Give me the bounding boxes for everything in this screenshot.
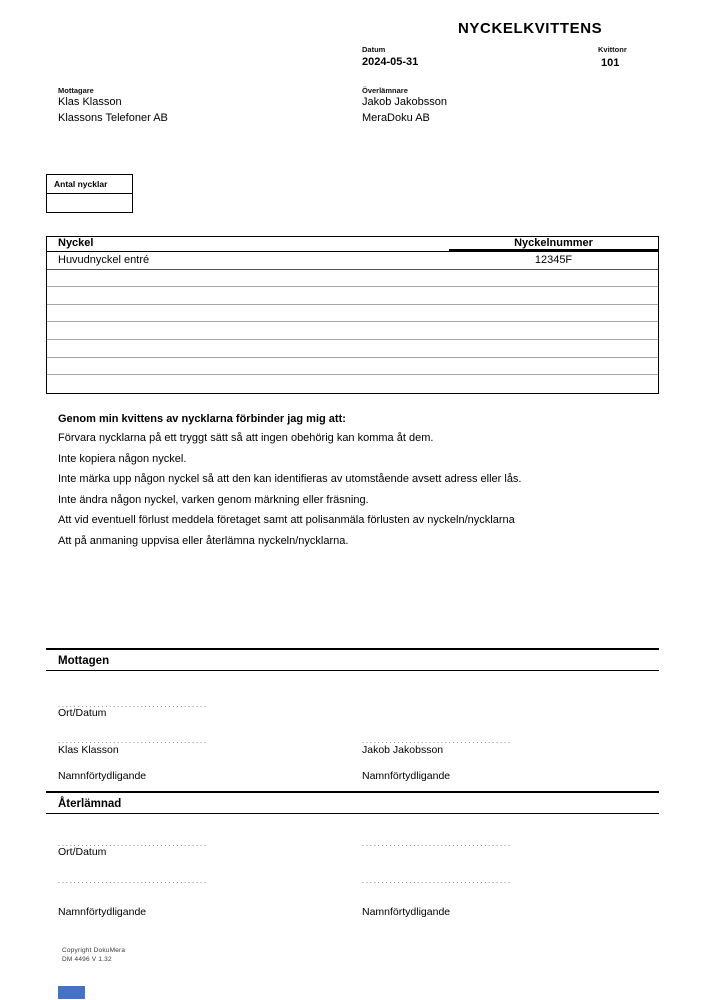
table-row bbox=[47, 358, 658, 376]
cell-nyckel bbox=[47, 270, 449, 287]
returned-right-caption: Namnförtydligande bbox=[362, 906, 451, 918]
antal-nycklar-box bbox=[46, 174, 133, 213]
datum-value: 2024-05-31 bbox=[362, 56, 419, 68]
returned-left-caption: Namnförtydligande bbox=[58, 906, 147, 918]
table-row bbox=[47, 252, 658, 270]
received-right-caption: Namnförtydligande bbox=[362, 770, 451, 782]
datum-label: Datum bbox=[362, 45, 386, 54]
returned-left-signature-line-2 bbox=[58, 872, 214, 890]
mottagare-label: Mottagare bbox=[58, 86, 94, 95]
returned-right-signature-line-1 bbox=[362, 835, 518, 853]
received-section-heading: Mottagen bbox=[46, 648, 659, 671]
terms-heading: Genom min kvittens av nycklarna förbinder jag mig att: bbox=[58, 413, 346, 425]
cell-nyckelnummer bbox=[449, 358, 658, 375]
table-row bbox=[47, 340, 658, 358]
terms-item: Inte kopiera någon nyckel. bbox=[58, 452, 187, 465]
cell-nyckelnummer bbox=[449, 340, 658, 357]
dotted-line: ...................................... bbox=[362, 878, 512, 885]
terms-block bbox=[58, 413, 658, 555]
cell-nyckel bbox=[47, 305, 449, 322]
received-left-name: Klas Klasson bbox=[58, 744, 119, 756]
terms-item: Inte märka upp någon nyckel så att den kan identifieras av utomstående avsett adress eller lås. bbox=[58, 473, 522, 485]
returned-section-heading: Återlämnad bbox=[46, 791, 659, 814]
returned-ort-datum-label: Ort/Datum bbox=[58, 846, 107, 858]
overlamnare-label: Överlämnare bbox=[362, 86, 408, 95]
table-row bbox=[47, 287, 658, 305]
antal-nycklar-value bbox=[47, 194, 132, 212]
returned-right-signature-line-2 bbox=[362, 872, 518, 890]
dotted-line: ...................................... bbox=[362, 841, 512, 848]
dotted-line: ...................................... bbox=[362, 738, 512, 745]
footer-copyright: Copyright DokuMera bbox=[62, 947, 126, 954]
terms-item: Förvara nycklarna på ett tryggt sätt så att ingen obehörig kan komma åt dem. bbox=[58, 432, 434, 444]
received-right-name: Jakob Jakobsson bbox=[362, 744, 444, 756]
footer-version: DM 4496 V 1.32 bbox=[62, 956, 112, 963]
cell-nyckel: Huvudnyckel entré bbox=[58, 254, 150, 266]
dotted-line: ...................................... bbox=[58, 841, 208, 848]
table-row bbox=[47, 375, 658, 393]
key-table bbox=[46, 236, 659, 394]
kvittonr-value: 101 bbox=[601, 57, 620, 69]
overlamnare-company: MeraDoku AB bbox=[362, 112, 430, 124]
table-row bbox=[47, 305, 658, 323]
key-table-header-row bbox=[47, 237, 658, 252]
terms-item: Inte ändra någon nyckel, varken genom märkning eller fräsning. bbox=[58, 493, 369, 506]
mottagare-name: Klas Klasson bbox=[58, 96, 122, 108]
dotted-line: ...................................... bbox=[58, 702, 208, 709]
cell-nyckelnummer bbox=[449, 322, 658, 339]
key-table-header-nyckelnummer: Nyckelnummer bbox=[449, 237, 658, 252]
dotted-line: ...................................... bbox=[58, 738, 208, 745]
terms-item: Att på anmaning uppvisa eller återlämna nyckeln/nycklarna. bbox=[58, 534, 349, 547]
cell-nyckel bbox=[47, 375, 449, 393]
dotted-line: ...................................... bbox=[58, 878, 208, 885]
antal-nycklar-label: Antal nycklar bbox=[47, 175, 132, 194]
overlamnare-name: Jakob Jakobsson bbox=[362, 96, 447, 108]
cell-nyckel bbox=[47, 322, 449, 339]
table-row bbox=[47, 270, 658, 288]
cell-nyckelnummer: 12345F bbox=[534, 254, 573, 266]
cell-nyckelnummer bbox=[449, 270, 658, 287]
mottagare-company: Klassons Telefoner AB bbox=[58, 112, 168, 124]
received-ort-datum-label: Ort/Datum bbox=[58, 707, 107, 719]
terms-item: Att vid eventuell förlust meddela företaget samt att polisanmäla förlusten av nyckeln/nycklarna bbox=[58, 514, 515, 526]
cell-nyckel bbox=[47, 358, 449, 375]
key-table-header-nyckel: Nyckel bbox=[47, 237, 449, 252]
table-row bbox=[47, 322, 658, 340]
cell-nyckel bbox=[47, 340, 449, 357]
cell-nyckelnummer bbox=[449, 305, 658, 322]
cell-nyckelnummer bbox=[449, 375, 658, 393]
cell-nyckel bbox=[47, 287, 449, 304]
blue-marker bbox=[58, 986, 85, 999]
kvittonr-label: Kvittonr bbox=[598, 45, 627, 54]
received-left-caption: Namnförtydligande bbox=[58, 770, 147, 782]
cell-nyckelnummer bbox=[449, 287, 658, 304]
page-title: NYCKELKVITTENS bbox=[458, 20, 603, 37]
